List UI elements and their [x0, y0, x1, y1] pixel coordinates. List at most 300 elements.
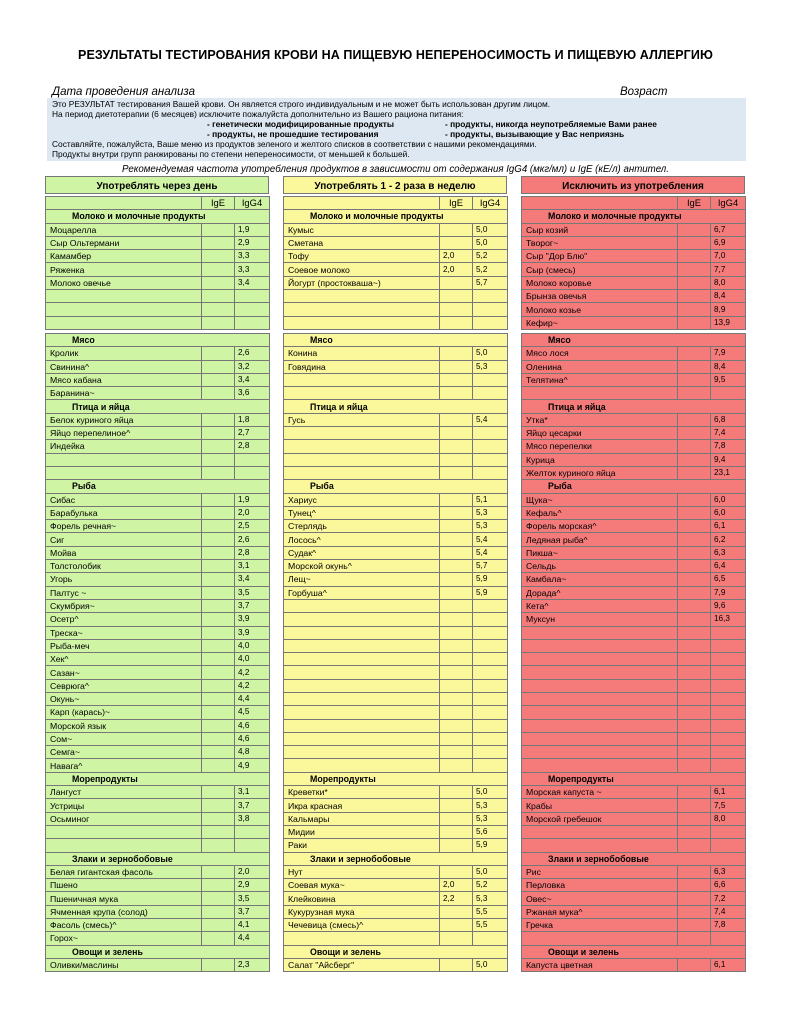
igg4-value: 5,3 — [473, 892, 508, 905]
ige-value — [678, 719, 711, 732]
product-name — [284, 666, 440, 679]
product-name: Оленина — [522, 360, 678, 373]
igg4-value: 5,9 — [473, 586, 508, 599]
table-row — [46, 626, 270, 639]
table-row — [46, 427, 270, 440]
product-name: Гречка — [522, 919, 678, 932]
ige-value — [202, 560, 235, 573]
ige-value — [202, 387, 235, 400]
table-row — [522, 865, 746, 878]
igg4-value: 2,8 — [235, 546, 270, 559]
product-name: Камамбер — [46, 250, 202, 263]
ige-value — [202, 639, 235, 652]
table-row — [284, 493, 508, 506]
igg4-value: 2,0 — [235, 865, 270, 878]
ige-value — [440, 506, 473, 519]
product-name: Сыр Ольтермани — [46, 236, 202, 249]
product-name: Сибас — [46, 493, 202, 506]
table-row — [522, 706, 746, 719]
table-row — [522, 520, 746, 533]
ige-value: 2,0 — [440, 879, 473, 892]
table-row — [522, 892, 746, 905]
ige-value — [202, 427, 235, 440]
product-name: Оливки/маслины — [46, 958, 202, 971]
ige-value — [202, 316, 235, 329]
ige-value — [678, 879, 711, 892]
ige-value — [202, 290, 235, 303]
ige-value — [678, 692, 711, 705]
product-name: Угорь — [46, 573, 202, 586]
igg4-value: 5,1 — [473, 493, 508, 506]
product-name: Кукурузная мука — [284, 905, 440, 918]
product-name: Рис — [522, 865, 678, 878]
igg4-value: 2,3 — [235, 958, 270, 971]
ige-value — [678, 639, 711, 652]
product-name: Навага^ — [46, 759, 202, 772]
table-row — [46, 453, 270, 466]
igg4-value — [711, 639, 746, 652]
product-name — [284, 290, 440, 303]
igg4-value: 3,1 — [235, 560, 270, 573]
table-row — [46, 958, 270, 971]
ige-value — [202, 679, 235, 692]
product-name: Сыр (смесь) — [522, 263, 678, 276]
table-row — [284, 520, 508, 533]
igg4-value: 4,8 — [235, 746, 270, 759]
table-row — [522, 613, 746, 626]
table-row — [46, 919, 270, 932]
table-row — [284, 719, 508, 732]
table-row — [46, 639, 270, 652]
table-row — [522, 276, 746, 289]
product-name: Сметана — [284, 236, 440, 249]
igg4-value: 5,3 — [473, 360, 508, 373]
product-name: Форель речная~ — [46, 520, 202, 533]
ige-value — [440, 453, 473, 466]
product-name: Лангуст — [46, 786, 202, 799]
section-title: Злаки и зернобобовые — [46, 852, 270, 865]
ige-value — [440, 440, 473, 453]
product-name: Тунец^ — [284, 506, 440, 519]
table-row — [284, 360, 508, 373]
igg4-value — [473, 387, 508, 400]
product-name — [522, 626, 678, 639]
product-name: Треска~ — [46, 626, 202, 639]
ige-value — [202, 613, 235, 626]
igg4-header: IgG4 — [235, 197, 270, 210]
ige-value — [678, 679, 711, 692]
product-name — [522, 692, 678, 705]
igg4-value: 4,2 — [235, 679, 270, 692]
product-header — [46, 197, 202, 210]
igg4-value: 6,3 — [711, 865, 746, 878]
ige-value — [678, 263, 711, 276]
product-name: Крабы — [522, 799, 678, 812]
ige-value — [440, 387, 473, 400]
ige-value — [202, 440, 235, 453]
ige-value — [678, 626, 711, 639]
ige-value — [440, 839, 473, 852]
igg4-value: 4,5 — [235, 706, 270, 719]
table-row — [284, 546, 508, 559]
igg4-value: 4,6 — [235, 719, 270, 732]
product-name — [522, 839, 678, 852]
ige-value — [440, 290, 473, 303]
table-row — [46, 799, 270, 812]
igg4-value: 5,0 — [473, 958, 508, 971]
product-name — [522, 719, 678, 732]
igg4-value — [473, 626, 508, 639]
igg4-value: 4,6 — [235, 732, 270, 745]
product-name — [284, 932, 440, 945]
ige-header: IgE — [440, 197, 473, 210]
table-row — [46, 506, 270, 519]
table-row — [284, 812, 508, 825]
table-row — [284, 905, 508, 918]
ige-value — [678, 440, 711, 453]
section-title: Молоко и молочные продукты — [46, 210, 270, 223]
section-header-row — [46, 945, 270, 958]
product-name: Горбуша^ — [284, 586, 440, 599]
table-row — [522, 316, 746, 329]
ige-value — [678, 958, 711, 971]
igg4-value: 6,6 — [711, 879, 746, 892]
ige-value — [440, 573, 473, 586]
table-row — [284, 919, 508, 932]
product-name: Желток куриного яйца — [522, 466, 678, 479]
product-name: Нут — [284, 865, 440, 878]
table-row — [284, 316, 508, 329]
product-name — [522, 653, 678, 666]
product-name — [284, 373, 440, 386]
ige-value — [202, 719, 235, 732]
igg4-value: 8,0 — [711, 812, 746, 825]
product-name — [522, 639, 678, 652]
igg4-value: 2,0 — [235, 506, 270, 519]
ige-value — [440, 520, 473, 533]
igg4-value: 1,9 — [235, 493, 270, 506]
product-name — [284, 613, 440, 626]
igg4-value: 2,9 — [235, 879, 270, 892]
product-name: Щука~ — [522, 493, 678, 506]
product-name: Сазан~ — [46, 666, 202, 679]
product-name: Креветки* — [284, 786, 440, 799]
ige-value — [678, 520, 711, 533]
table-row — [46, 413, 270, 426]
table-row — [522, 546, 746, 559]
table-row — [46, 825, 270, 838]
igg4-value: 6,8 — [711, 413, 746, 426]
product-name: Севрюга^ — [46, 679, 202, 692]
ige-value — [440, 466, 473, 479]
igg4-value: 2,7 — [235, 427, 270, 440]
igg4-value — [711, 706, 746, 719]
ige-value — [440, 719, 473, 732]
igg4-value — [473, 466, 508, 479]
product-name: Яйцо цесарки — [522, 427, 678, 440]
igg4-value — [473, 719, 508, 732]
igg4-value: 7,8 — [711, 440, 746, 453]
igg4-value: 5,3 — [473, 812, 508, 825]
table-row — [522, 919, 746, 932]
section-header-row — [46, 480, 270, 493]
igg4-value — [235, 316, 270, 329]
igg4-value: 6,5 — [711, 573, 746, 586]
ige-value — [440, 679, 473, 692]
igg4-value: 2,9 — [235, 236, 270, 249]
section-header-row — [522, 480, 746, 493]
table-row — [46, 865, 270, 878]
igg4-value — [473, 427, 508, 440]
ige-value — [678, 919, 711, 932]
product-name — [284, 427, 440, 440]
section-title: Молоко и молочные продукты — [284, 210, 508, 223]
ige-value — [678, 932, 711, 945]
igg4-value: 6,1 — [711, 958, 746, 971]
product-name — [284, 746, 440, 759]
product-name: Хариус — [284, 493, 440, 506]
product-name: Яйцо перепелиное^ — [46, 427, 202, 440]
ige-value — [440, 533, 473, 546]
table-row — [284, 453, 508, 466]
table-row — [522, 493, 746, 506]
table-row — [284, 892, 508, 905]
table-row — [284, 373, 508, 386]
column-weekly — [283, 176, 507, 972]
ige-value — [202, 347, 235, 360]
ige-value — [440, 692, 473, 705]
igg4-value: 2,6 — [235, 347, 270, 360]
igg4-value: 7,7 — [711, 263, 746, 276]
product-name — [284, 679, 440, 692]
product-name: Молоко овечье — [46, 276, 202, 289]
product-name: Ржаная мука^ — [522, 905, 678, 918]
table-row — [522, 360, 746, 373]
product-name — [46, 839, 202, 852]
ige-value — [678, 586, 711, 599]
product-name — [284, 453, 440, 466]
igg4-value: 9,6 — [711, 599, 746, 612]
ige-value — [678, 666, 711, 679]
table-row — [46, 599, 270, 612]
product-header — [284, 197, 440, 210]
ige-value — [678, 839, 711, 852]
igg4-value: 5,5 — [473, 905, 508, 918]
table-row — [522, 799, 746, 812]
igg4-value: 4,0 — [235, 639, 270, 652]
table-row — [46, 613, 270, 626]
igg4-value — [473, 599, 508, 612]
section-header-row — [522, 945, 746, 958]
product-name: Молоко коровье — [522, 276, 678, 289]
igg4-value — [473, 746, 508, 759]
product-name: Сом~ — [46, 732, 202, 745]
product-name: Морской окунь^ — [284, 560, 440, 573]
igg4-value — [473, 759, 508, 772]
section-header-row — [46, 333, 270, 346]
ige-value — [678, 223, 711, 236]
ige-value — [678, 786, 711, 799]
table-row — [46, 786, 270, 799]
product-name: Раки — [284, 839, 440, 852]
product-name: Ледяная рыба^ — [522, 533, 678, 546]
ige-value — [202, 520, 235, 533]
ige-value — [440, 347, 473, 360]
igg4-value: 5,7 — [473, 276, 508, 289]
ige-value — [440, 865, 473, 878]
ige-value — [202, 453, 235, 466]
igg4-header: IgG4 — [473, 197, 508, 210]
product-name: Кета^ — [522, 599, 678, 612]
igg4-value: 4,1 — [235, 919, 270, 932]
igg4-value: 6,0 — [711, 506, 746, 519]
ige-value — [440, 316, 473, 329]
ige-value — [440, 599, 473, 612]
product-name: Морской гребешок — [522, 812, 678, 825]
table-row — [46, 746, 270, 759]
table-row — [46, 347, 270, 360]
ige-value — [440, 303, 473, 316]
product-name — [522, 746, 678, 759]
table-row — [284, 666, 508, 679]
product-name: Пшено — [46, 879, 202, 892]
ige-value — [678, 533, 711, 546]
table-row — [522, 573, 746, 586]
igg4-value — [711, 387, 746, 400]
table-row — [522, 290, 746, 303]
section-title: Морепродукты — [522, 772, 746, 785]
ige-value — [440, 905, 473, 918]
table-row — [284, 653, 508, 666]
ige-value — [202, 533, 235, 546]
section-header-row — [284, 210, 508, 223]
ige-value — [440, 360, 473, 373]
column-exclude — [521, 176, 745, 972]
product-name — [284, 706, 440, 719]
igg4-value — [235, 839, 270, 852]
product-name: Чечевица (смесь)^ — [284, 919, 440, 932]
product-name: Соевая мука~ — [284, 879, 440, 892]
ige-value — [202, 276, 235, 289]
product-name: Икра красная — [284, 799, 440, 812]
table-row — [284, 223, 508, 236]
table-row — [284, 799, 508, 812]
info-item-disliked: - продукты, вызывающие у Вас неприязнь — [445, 129, 625, 139]
product-name: Перловка — [522, 879, 678, 892]
section-title: Птица и яйца — [284, 400, 508, 413]
igg4-value — [235, 453, 270, 466]
product-name: Морской язык — [46, 719, 202, 732]
info-line-1: Это РЕЗУЛЬТАТ тестирования Вашей крови. Он является строго индивидуальным и не может быть использован другим лицом. — [52, 99, 551, 109]
table-row — [522, 905, 746, 918]
table-row — [46, 586, 270, 599]
igg4-value — [473, 290, 508, 303]
table-row — [522, 746, 746, 759]
ige-value — [678, 905, 711, 918]
column-every-other-day — [45, 176, 269, 972]
table-row — [522, 303, 746, 316]
section-title: Морепродукты — [284, 772, 508, 785]
table-row — [522, 440, 746, 453]
product-name: Палтус ~ — [46, 586, 202, 599]
ige-value — [440, 493, 473, 506]
product-name — [522, 666, 678, 679]
table-row — [522, 666, 746, 679]
table-row — [522, 223, 746, 236]
ige-value — [202, 413, 235, 426]
table-row — [522, 250, 746, 263]
product-name: Сельдь — [522, 560, 678, 573]
table-row — [46, 303, 270, 316]
section-header-row — [522, 400, 746, 413]
section-header-row — [284, 945, 508, 958]
ige-value — [678, 250, 711, 263]
igg4-value: 2,6 — [235, 533, 270, 546]
section-header-row — [284, 400, 508, 413]
product-name: Толстолобик — [46, 560, 202, 573]
table-row — [522, 732, 746, 745]
table-row — [522, 719, 746, 732]
igg4-value — [473, 732, 508, 745]
date-label: Дата проведения анализа — [52, 86, 195, 98]
product-name: Творог~ — [522, 236, 678, 249]
product-name: Баранина~ — [46, 387, 202, 400]
ige-value — [440, 639, 473, 652]
product-name: Осьминог — [46, 812, 202, 825]
igg4-value: 5,4 — [473, 533, 508, 546]
section-header-row — [284, 852, 508, 865]
table-row — [46, 692, 270, 705]
product-name: Индейка — [46, 440, 202, 453]
info-item-gmo: - генетически модифицированные продукты — [207, 119, 395, 129]
section-header-row — [284, 772, 508, 785]
product-name: Мясо кабана — [46, 373, 202, 386]
igg4-value — [473, 613, 508, 626]
igg4-value: 3,1 — [235, 786, 270, 799]
ige-value — [440, 746, 473, 759]
ige-value — [202, 466, 235, 479]
product-name — [522, 732, 678, 745]
table-row — [522, 466, 746, 479]
table-row — [522, 506, 746, 519]
product-name: Клейковина — [284, 892, 440, 905]
igg4-value — [473, 373, 508, 386]
product-name: Сыр козий — [522, 223, 678, 236]
section-title: Мясо — [46, 333, 270, 346]
ige-value — [440, 626, 473, 639]
table-row — [284, 250, 508, 263]
ige-value — [678, 427, 711, 440]
ige-value — [202, 263, 235, 276]
table-row — [522, 653, 746, 666]
section-header-row — [522, 852, 746, 865]
product-name: Мидии — [284, 825, 440, 838]
section-header-row — [522, 210, 746, 223]
igg4-value: 5,2 — [473, 879, 508, 892]
product-name: Конина — [284, 347, 440, 360]
product-name — [284, 653, 440, 666]
igg4-value: 5,7 — [473, 560, 508, 573]
table-row — [522, 373, 746, 386]
section-title: Злаки и зернобобовые — [284, 852, 508, 865]
igg4-value: 3,7 — [235, 905, 270, 918]
igg4-value: 5,0 — [473, 223, 508, 236]
ige-value — [202, 360, 235, 373]
igg4-value — [473, 666, 508, 679]
table-row — [284, 679, 508, 692]
table-row — [46, 290, 270, 303]
info-line-5: Составляйте, пожалуйста, Ваше меню из продуктов зеленого и желтого списков в соответствии с нашими рекомендациями. — [52, 139, 537, 149]
